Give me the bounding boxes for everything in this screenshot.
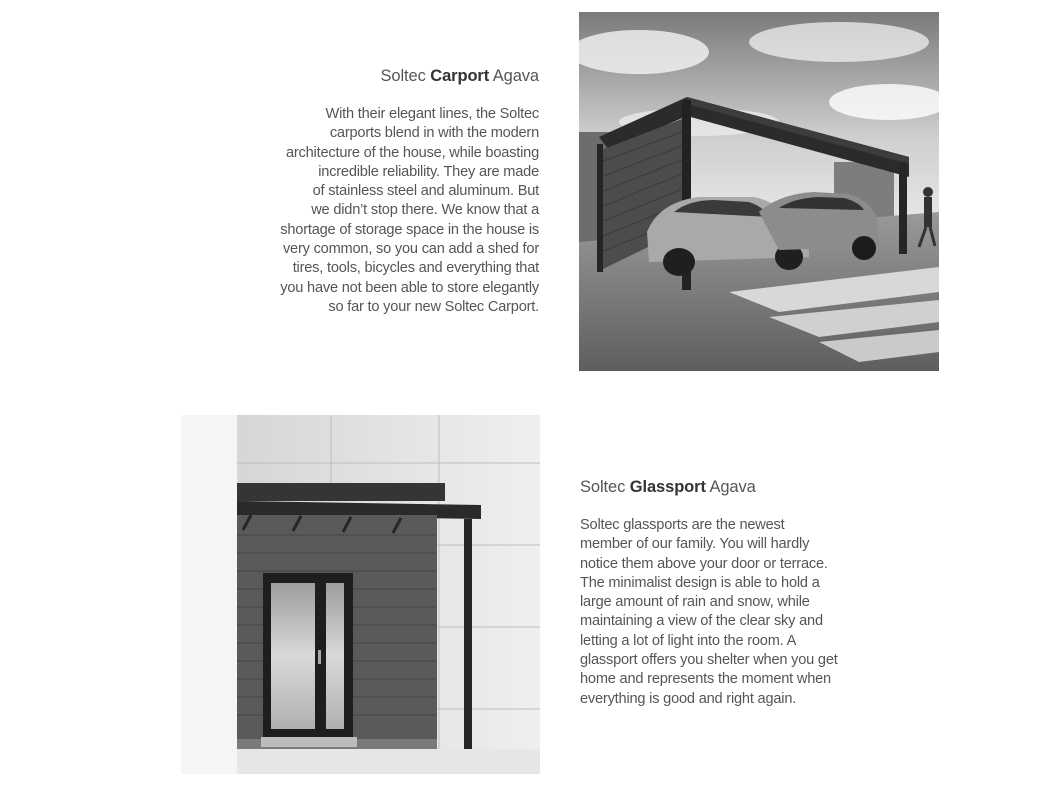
glassport-text-line: The minimalist design is able to hold a — [580, 574, 820, 591]
carport-text-line: so far to your new Soltec Carport. — [328, 298, 539, 315]
carport-description — [249, 105, 539, 317]
glassport-text-line: large amount of rain and snow, while — [580, 594, 810, 611]
glassport-text-line: Soltec glassports are the newest — [580, 517, 785, 533]
glassport-text-line: letting a lot of light into the room. A — [580, 632, 797, 649]
glassport-title-prefix: Soltec — [580, 478, 630, 496]
carport-title — [381, 67, 540, 86]
carport-text-line: very common, so you can add a shed for — [282, 241, 539, 258]
glassport-description — [580, 516, 880, 709]
glassport-title-bold: Glassport — [629, 478, 706, 496]
glassport-text-line: everything is good and right again. — [580, 690, 797, 707]
carport-text-line: you have not been able to store elegantly — [280, 279, 539, 296]
carport-text-line: we didn’t stop there. We know that a — [311, 202, 539, 219]
glassport-title-suffix: Agava — [705, 478, 756, 496]
glassport-text-line: home and represents the moment when — [580, 671, 831, 688]
glassport-title — [580, 478, 756, 497]
carport-text-line: incredible reliability. They are made — [318, 163, 539, 180]
carport-text-line: shortage of storage space in the house is — [280, 221, 539, 238]
carport-title-suffix: Agava — [489, 67, 539, 85]
glassport-text-line: glassport offers you shelter when you get — [580, 652, 838, 669]
carport-text-line: carports blend in with the modern — [329, 125, 539, 142]
carport-text-line: architecture of the house, while boasting — [285, 144, 539, 161]
glassport-photo — [181, 415, 540, 774]
carport-text-line: tires, tools, bicycles and everything that — [292, 260, 539, 277]
carport-title-prefix: Soltec — [380, 67, 431, 85]
glassport-text-line: member of our family. You will hardly — [580, 536, 810, 553]
carport-text-line: With their elegant lines, the Soltec — [325, 106, 539, 122]
carport-text-line: of stainless steel and aluminum. But — [312, 183, 539, 200]
glassport-text-line: notice them above your door or terrace. — [580, 555, 828, 572]
glassport-text-line: maintaining a view of the clear sky and — [580, 613, 823, 630]
carport-title-bold: Carport — [430, 67, 490, 85]
carport-photo — [579, 12, 939, 371]
